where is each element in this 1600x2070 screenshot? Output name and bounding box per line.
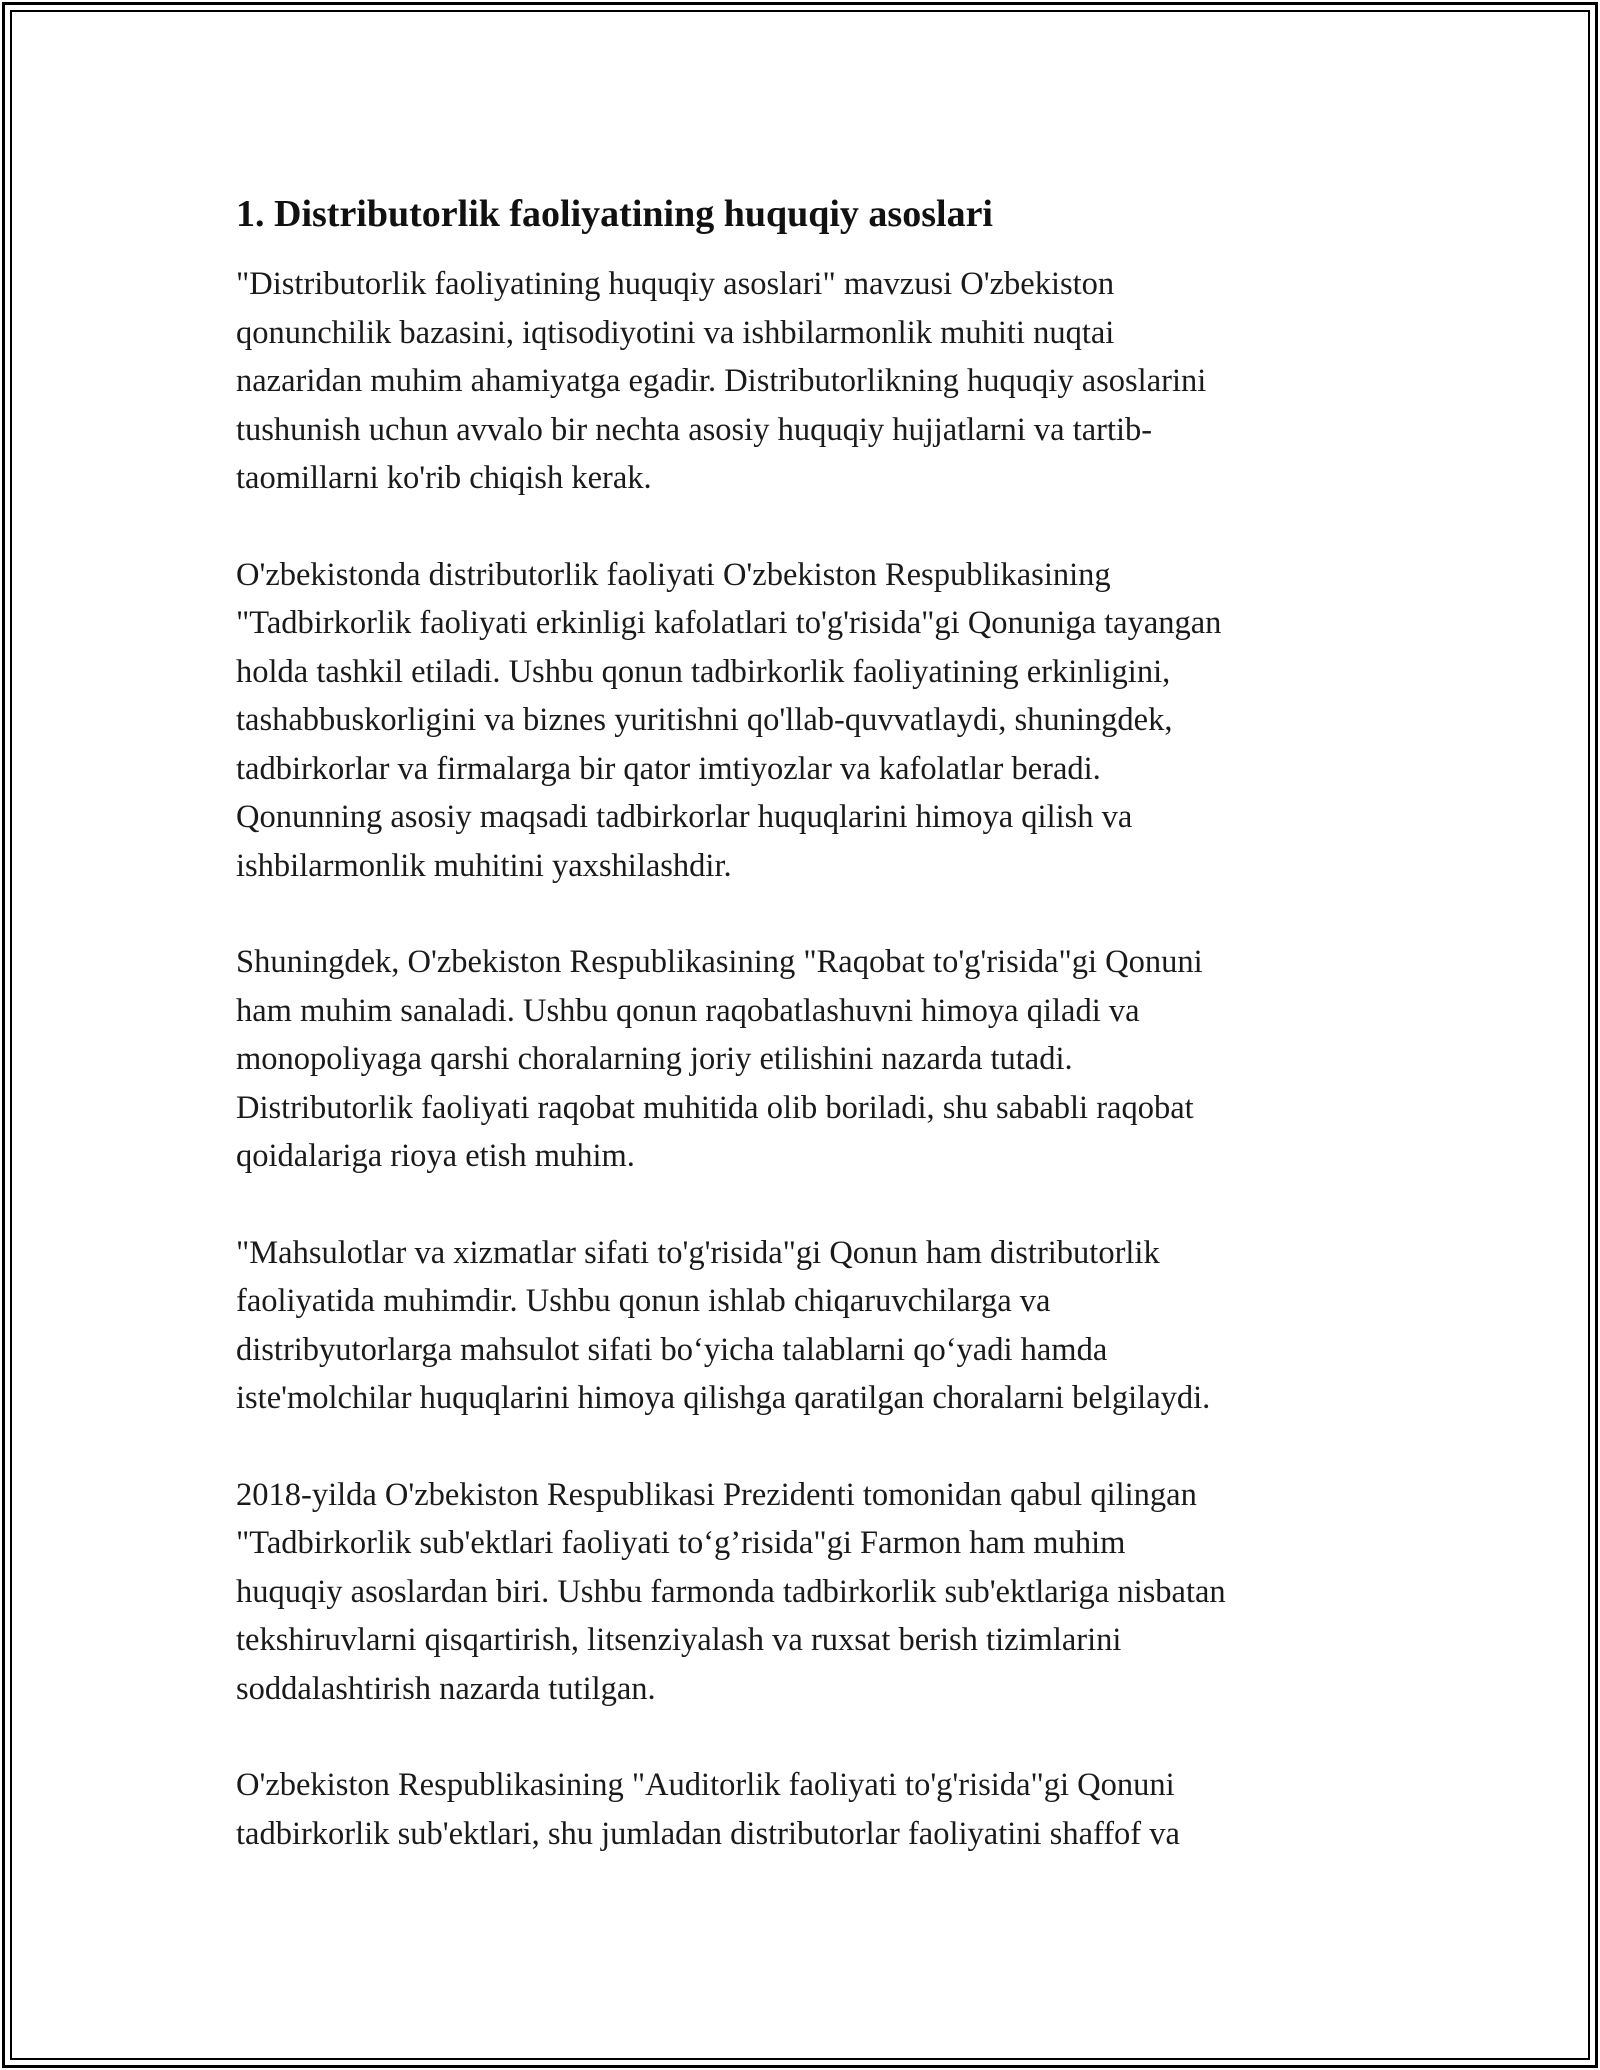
section-heading: 1. Distributorlik faoliyatining huquqiy asoslari [236,193,993,235]
paragraph-line: 2018-yilda O'zbekiston Respublikasi Prezidenti tomonidan qabul qilingan [236,1476,1197,1513]
paragraph-line: tadbirkorlik sub'ektlari, shu jumladan distributorlar faoliyatini shaffof va [236,1815,1180,1852]
paragraph-line: ishbilarmonlik muhitini yaxshilashdir. [236,847,732,884]
paragraph-line: Shuningdek, O'zbekiston Respublikasining "Raqobat to'g'risida"gi Qonuni [236,944,1203,980]
paragraph-line: huquqiy asoslardan biri. Ushbu farmonda tadbirkorlik sub'ektlariga nisbatan [236,1573,1226,1610]
paragraph-line: O'zbekiston Respublikasining "Auditorlik faoliyati to'g'risida"gi Qonuni [236,1767,1175,1803]
paragraph-line: qoidalariga rioya etish muhim. [236,1138,635,1174]
paragraph-line: Qonunning asosiy maqsadi tadbirkorlar huquqlarini himoya qilish va [236,799,1133,835]
paragraph-line: tekshiruvlarni qisqartirish, litsenziyalash va ruxsat berish tizimlarini [236,1622,1122,1658]
paragraph-line: O'zbekistonda distributorlik faoliyati O'zbekiston Respublikasining [236,556,1111,593]
paragraph-line: "Distributorlik faoliyatining huquqiy asoslari" mavzusi O'zbekiston [236,266,1115,302]
paragraph-line: tashabbuskorligini va biznes yuritishni qo'llab-quvvatlaydi, shuningdek, [236,702,1173,738]
paragraph-1 [236,260,1366,503]
paragraph-line: "Mahsulotlar va xizmatlar sifati to'g'risida"gi Qonun ham distributorlik [236,1234,1160,1271]
paragraph-line: holda tashkil etiladi. Ushbu qonun tadbirkorlik faoliyatining erkinligini, [236,653,1171,690]
paragraph-line: soddalashtirish nazarda tutilgan. [236,1670,656,1707]
paragraph-line: "Tadbirkorlik sub'ektlari faoliyati to‘g’risida"gi Farmon ham muhim [236,1525,1126,1561]
paragraph-line: tadbirkorlar va firmalarga bir qator imtiyozlar va kafolatlar beradi. [236,750,1101,787]
paragraph-4 [236,1229,1366,1423]
paragraph-line: monopoliyaga qarshi choralarning joriy etilishini nazarda tutadi. [236,1041,1073,1077]
paragraph-line: nazaridan muhim ahamiyatga egadir. Distributorlikning huquqiy asoslarini [236,363,1207,399]
paragraph-3 [236,938,1366,1181]
paragraph-line: faoliyatida muhimdir. Ushbu qonun ishlab chiqaruvchilarga va [236,1283,1051,1319]
paragraph-5 [236,1471,1366,1714]
paragraph-line: tushunish uchun avvalo bir nechta asosiy huquqiy hujjatlarni va tartib- [236,411,1153,448]
paragraph-line: taomillarni ko'rib chiqish kerak. [236,460,652,496]
paragraph-line: ham muhim sanaladi. Ushbu qonun raqobatlashuvni himoya qiladi va [236,992,1140,1029]
paragraph-line: Distributorlik faoliyati raqobat muhitida olib boriladi, shu sababli raqobat [236,1089,1194,1126]
paragraph-6 [236,1761,1366,1858]
paragraph-line: qonunchilik bazasini, iqtisodiyotini va ishbilarmonlik muhiti nuqtai [236,314,1115,351]
document-body [236,186,1366,1906]
paragraph-line: "Tadbirkorlik faoliyati erkinligi kafolatlari to'g'risida"gi Qonuniga tayangan [236,605,1222,641]
paragraph-2 [236,551,1366,891]
paragraph-line: distribyutorlarga mahsulot sifati bo‘yicha talablarni qo‘yadi hamda [236,1331,1108,1368]
paragraph-line: iste'molchilar huquqlarini himoya qilishga qaratilgan choralarni belgilaydi. [236,1380,1211,1416]
